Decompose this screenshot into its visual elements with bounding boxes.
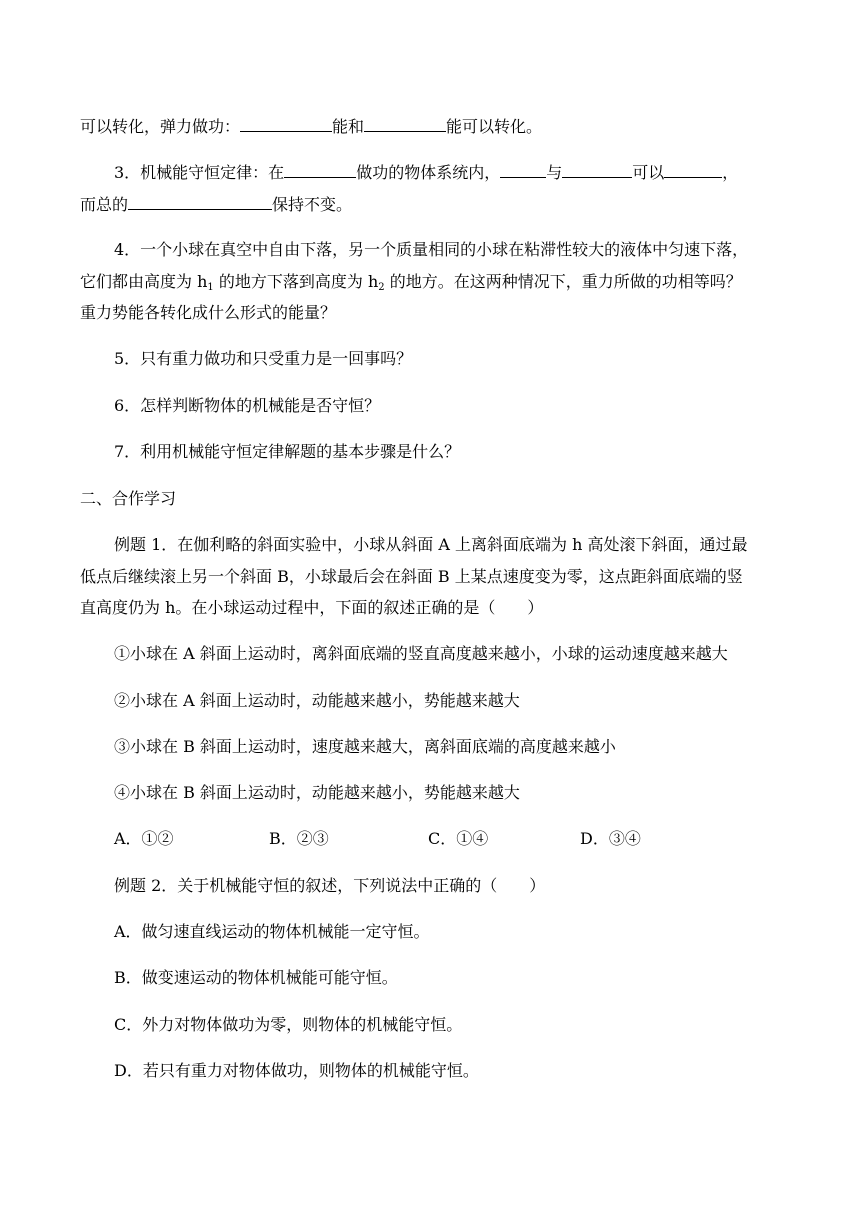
text: 的地方。在这两种情况下，重力所做的功相等吗？ — [384, 272, 742, 291]
example-2-option-c[interactable]: C．外力对物体做功为零，则物体的机械能守恒。 — [114, 1015, 463, 1034]
blank-field[interactable] — [240, 116, 332, 132]
text: 3．机械能守恒定律：在 — [114, 163, 285, 182]
blank-field[interactable] — [128, 194, 272, 210]
question-4-line-1: 4．一个小球在真空中自由下落，另一个质量相同的小球在粘滞性较大的液体中匀速下落， — [114, 240, 749, 259]
text: 的地方下落到高度为 h — [213, 272, 379, 291]
option-d[interactable]: D．③④ — [580, 829, 641, 848]
question-6: 6．怎样判断物体的机械能是否守恒？ — [114, 396, 381, 415]
example-1-line-2: 低点后继续滚上另一个斜面 B，小球最后会在斜面 B 上某点速度变为零，这点距斜面底端的竖 — [80, 567, 743, 586]
question-7: 7．利用机械能守恒定律解题的基本步骤是什么？ — [114, 442, 461, 461]
blank-field[interactable] — [364, 116, 446, 132]
subscript: 1 — [207, 282, 214, 293]
option-b[interactable]: B．②③ — [269, 829, 329, 848]
question-4-line-3: 重力势能各转化成什么形式的能量？ — [80, 303, 337, 322]
subscript: 2 — [378, 282, 385, 293]
example-2-option-b[interactable]: B．做变速运动的物体机械能可能守恒。 — [114, 968, 398, 987]
text: 它们都由高度为 h — [80, 272, 208, 291]
blank-field[interactable] — [664, 162, 722, 178]
question-3-line-1 — [114, 162, 738, 183]
section-heading: 二、合作学习 — [80, 489, 177, 508]
example-2-option-a[interactable]: A．做匀速直线运动的物体机械能一定守恒。 — [114, 922, 430, 941]
blank-field[interactable] — [562, 162, 632, 178]
example-1-line-3: 直高度仍为 h。在小球运动过程中，下面的叙述正确的是（ ） — [80, 598, 544, 617]
example-2-option-d[interactable]: D．若只有重力对物体做功，则物体的机械能守恒。 — [114, 1061, 479, 1080]
text: 与 — [546, 163, 563, 182]
text: ， — [722, 163, 739, 182]
fill-in-line-elastic — [80, 116, 542, 137]
example-1-line-1: 例题 1．在伽利略的斜面实验中，小球从斜面 A 上离斜面底端为 h 高处滚下斜面，通过最 — [114, 535, 748, 554]
text: 做功的物体系统内， — [356, 163, 501, 182]
statement-3: ③小球在 B 斜面上运动时，速度越来越大，离斜面底端的高度越来越小 — [114, 737, 616, 756]
text: 保持不变。 — [272, 195, 353, 214]
question-5: 5．只有重力做功和只受重力是一回事吗？ — [114, 349, 413, 368]
text: 可以转化，弹力做功： — [80, 117, 241, 136]
question-3-line-2 — [80, 194, 352, 215]
question-4-line-2 — [80, 272, 742, 292]
text: 而总的 — [80, 195, 129, 214]
option-a[interactable]: A．①② — [114, 829, 174, 848]
blank-field[interactable] — [500, 162, 546, 178]
text: 可以 — [632, 163, 665, 182]
statement-2: ②小球在 A 斜面上运动时，动能越来越小，势能越来越大 — [114, 691, 520, 710]
statement-1: ①小球在 A 斜面上运动时，离斜面底端的竖直高度越来越小，小球的运动速度越来越大 — [114, 644, 728, 663]
text: 能和 — [332, 117, 365, 136]
blank-field[interactable] — [284, 162, 356, 178]
option-c[interactable]: C．①④ — [428, 829, 489, 848]
statement-4: ④小球在 B 斜面上运动时，动能越来越小，势能越来越大 — [114, 783, 520, 802]
example-2-stem: 例题 2．关于机械能守恒的叙述，下列说法中正确的（ ） — [114, 876, 546, 895]
text: 能可以转化。 — [446, 117, 543, 136]
